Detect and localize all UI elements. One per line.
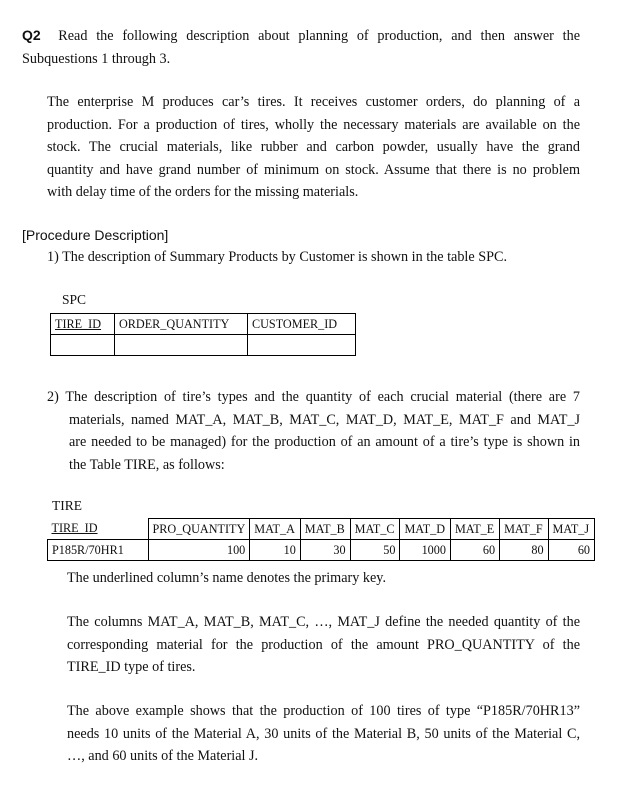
tire-cell-mat-d: 1000 — [400, 540, 451, 561]
procedure-item-2 — [47, 386, 580, 476]
spc-header-customer-id: CUSTOMER_ID — [248, 314, 356, 335]
tire-header-mat-e: MAT_E — [450, 519, 499, 540]
procedure-item-1: 1) The description of Summary Products by Customer is shown in the table SPC. — [47, 249, 508, 265]
description-line: with delay time of the orders for the missing materials. — [47, 184, 359, 200]
example-note-line: The above example shows that the production of 100 tires of type “P185R/70HR13” — [67, 703, 580, 719]
spc-cell-empty — [51, 335, 115, 356]
description-line: quantity and have grand number of minimum on stock. Assume that there is no problem — [47, 161, 580, 178]
tire-header-mat-f: MAT_F — [500, 519, 548, 540]
spc-header-order-quantity: ORDER_QUANTITY — [115, 314, 248, 335]
spc-header-tire-id: TIRE_ID — [51, 314, 115, 335]
procedure-item-2-line: 2) The description of tire’s types and the quantity of each crucial material (there are 7 — [47, 389, 580, 405]
tire-cell-mat-c: 50 — [350, 540, 400, 561]
tire-header-pro-quantity: PRO_QUANTITY — [148, 519, 250, 540]
description-line: production. For a production of tires, wholly the necessary materials are available on the — [47, 116, 580, 133]
tire-table-caption: TIRE — [52, 498, 82, 513]
description-line: The enterprise M produces car’s tires. It receives customer orders, do planning of a — [47, 94, 580, 110]
tire-header-mat-a: MAT_A — [250, 519, 301, 540]
tire-cell-mat-j: 60 — [548, 540, 594, 561]
primary-key-note: The underlined column’s name denotes the primary key. — [67, 570, 386, 586]
spc-table-caption: SPC — [62, 292, 87, 307]
columns-note — [67, 611, 580, 679]
table-row — [48, 540, 595, 561]
tire-header-mat-j: MAT_J — [548, 519, 594, 540]
tire-cell-mat-a: 10 — [250, 540, 301, 561]
tire-table — [47, 518, 595, 561]
tire-cell-mat-f: 80 — [500, 540, 548, 561]
spc-cell-empty — [248, 335, 356, 356]
columns-note-line: TIRE_ID type of tires. — [67, 659, 196, 675]
description-line: stock. The crucial materials, like rubber and carbon powder, usually have the grand — [47, 139, 580, 155]
tire-cell-pro-quantity: 100 — [148, 540, 250, 561]
procedure-heading: [Procedure Description] — [22, 227, 169, 243]
tire-header-mat-d: MAT_D — [400, 519, 451, 540]
question-intro — [22, 24, 580, 70]
tire-header-tire-id: TIRE_ID — [48, 519, 149, 540]
procedure-item-2-line: are needed to be managed) for the production of an amount of a tire’s type is shown in — [69, 434, 580, 450]
tire-cell-mat-e: 60 — [450, 540, 499, 561]
question-number: Q2 — [22, 27, 41, 43]
example-note-line: needs 10 units of the Material A, 30 units of the Material B, 50 units of the Material C, — [67, 725, 580, 742]
intro-line-2: Subquestions 1 through 3. — [22, 50, 171, 67]
tire-header-mat-c: MAT_C — [350, 519, 400, 540]
tire-header-mat-b: MAT_B — [300, 519, 350, 540]
spc-cell-empty — [115, 335, 248, 356]
intro-line-1: Read the following description about planning of production, and then answer the — [58, 28, 581, 44]
example-note-line: …, and 60 units of the Material J. — [67, 748, 259, 764]
description-paragraph — [47, 91, 580, 204]
procedure-item-2-line: materials, named MAT_A, MAT_B, MAT_C, MAT_D, MAT_E, MAT_F and MAT_J — [69, 411, 580, 428]
columns-note-line: The columns MAT_A, MAT_B, MAT_C, …, MAT_J define the needed quantity of the — [67, 614, 580, 630]
tire-cell-mat-b: 30 — [300, 540, 350, 561]
example-note — [67, 700, 580, 768]
spc-table — [50, 313, 356, 356]
columns-note-line: corresponding material for the production of the amount PRO_QUANTITY of the — [67, 636, 580, 653]
tire-cell-tire-id: P185R/70HR1 — [48, 540, 149, 561]
procedure-item-2-line: the Table TIRE, as follows: — [69, 456, 225, 473]
